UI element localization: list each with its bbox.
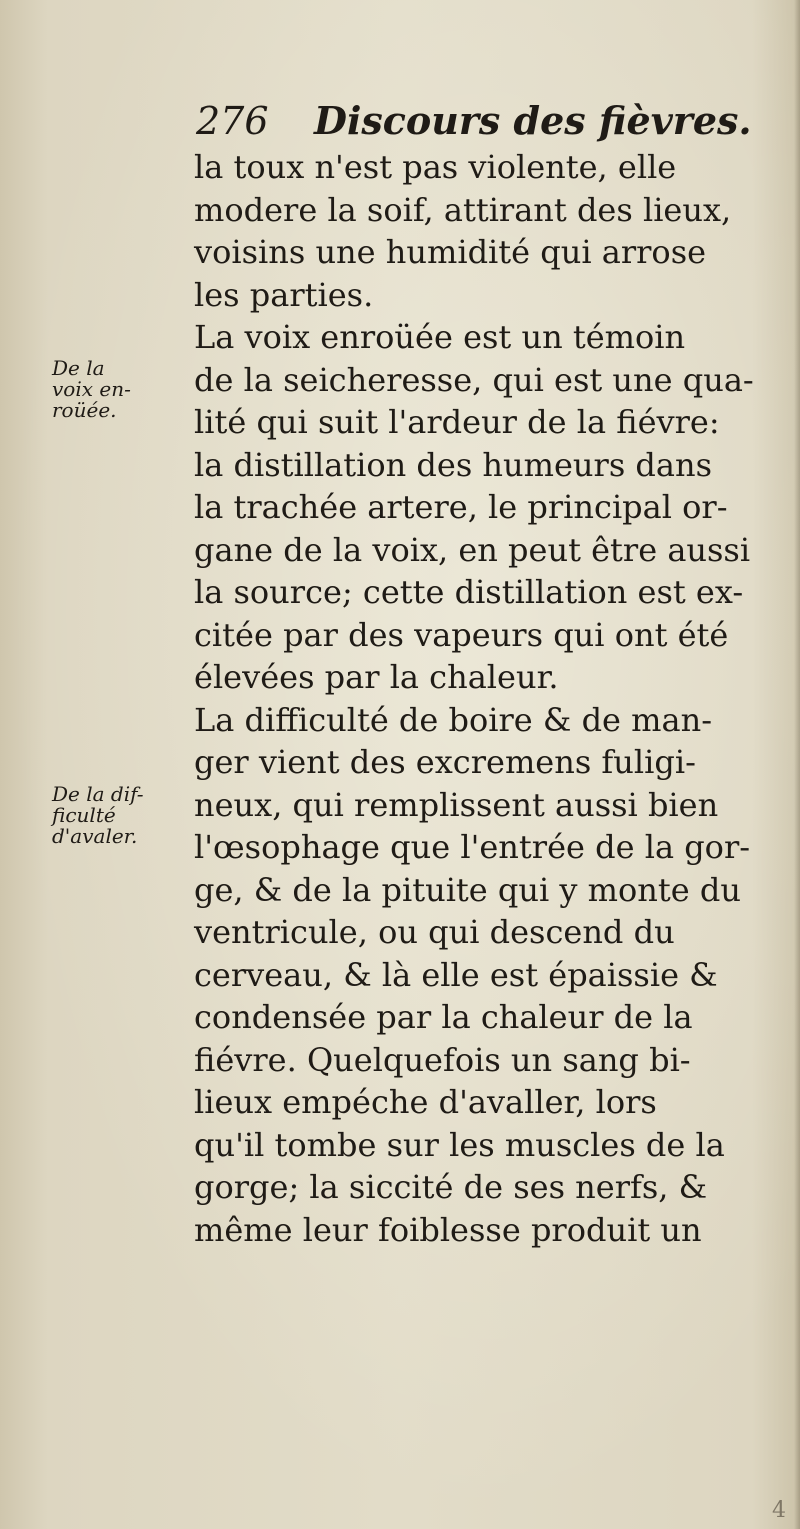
page-number: 276	[196, 99, 269, 143]
text-line: l'œsophage que l'entrée de la gor-	[194, 828, 751, 866]
text-line: modere la soif, attirant des lieux,	[194, 190, 732, 229]
text-line: la source; cette distillation est ex-	[194, 573, 744, 611]
margin-note-line: roüée.	[52, 398, 117, 422]
page-header	[196, 96, 756, 146]
margin-note-line: voix en-	[52, 377, 131, 401]
text-line: citée par des vapeurs qui ont été	[194, 615, 729, 654]
text-line: de la seicheresse, qui est une qua-	[194, 360, 754, 399]
page-edge-shadow	[794, 0, 800, 1529]
text-line: neux, qui remplissent aussi bien	[194, 785, 719, 824]
text-line: fiévre. Quelquefois un sang bi-	[194, 1040, 691, 1079]
corner-mark: 4	[772, 1498, 786, 1523]
text-line: la toux n'est pas violente, elle	[194, 148, 677, 186]
text-line: gane de la voix, en peut être aussi	[194, 530, 751, 569]
body-text	[174, 146, 774, 1251]
text-line: la trachée artere, le principal or-	[194, 488, 728, 526]
text-line: La difficulté de boire & de man-	[194, 700, 712, 739]
text-line: les parties.	[194, 275, 374, 314]
text-line: qu'il tombe sur les muscles de la	[194, 1125, 725, 1164]
running-head: Discours des fièvres.	[314, 98, 752, 143]
text-line: lité qui suit l'ardeur de la fiévre:	[194, 403, 720, 441]
text-line: ger vient des excremens fuligi-	[194, 743, 696, 781]
margin-note-voix-enrouee	[52, 358, 180, 421]
text-line: élevées par la chaleur.	[194, 658, 559, 696]
text-line: lieux empéche d'avaller, lors	[194, 1083, 657, 1121]
margin-note-line: De la dif-	[52, 782, 144, 806]
text-line: ge, & de la pituite qui y monte du	[194, 870, 741, 909]
text-line: la distillation des humeurs dans	[194, 445, 713, 484]
text-line: La voix enroüée est un témoin	[194, 318, 686, 356]
margin-note-line: ficulté	[52, 803, 116, 827]
text-line: même leur foiblesse produit un	[194, 1210, 702, 1249]
text-line: ventricule, ou qui descend du	[194, 913, 675, 951]
text-line: condensée par la chaleur de la	[194, 998, 693, 1036]
text-line: cerveau, & là elle est épaissie &	[194, 955, 718, 994]
text-line: voisins une humidité qui arrose	[194, 233, 707, 271]
margin-note-line: d'avaler.	[52, 824, 138, 848]
text-line: gorge; la siccité de ses nerfs, &	[194, 1168, 708, 1206]
margin-note-line: De la	[52, 356, 105, 380]
margin-note-difficulte-avaler	[52, 784, 180, 847]
